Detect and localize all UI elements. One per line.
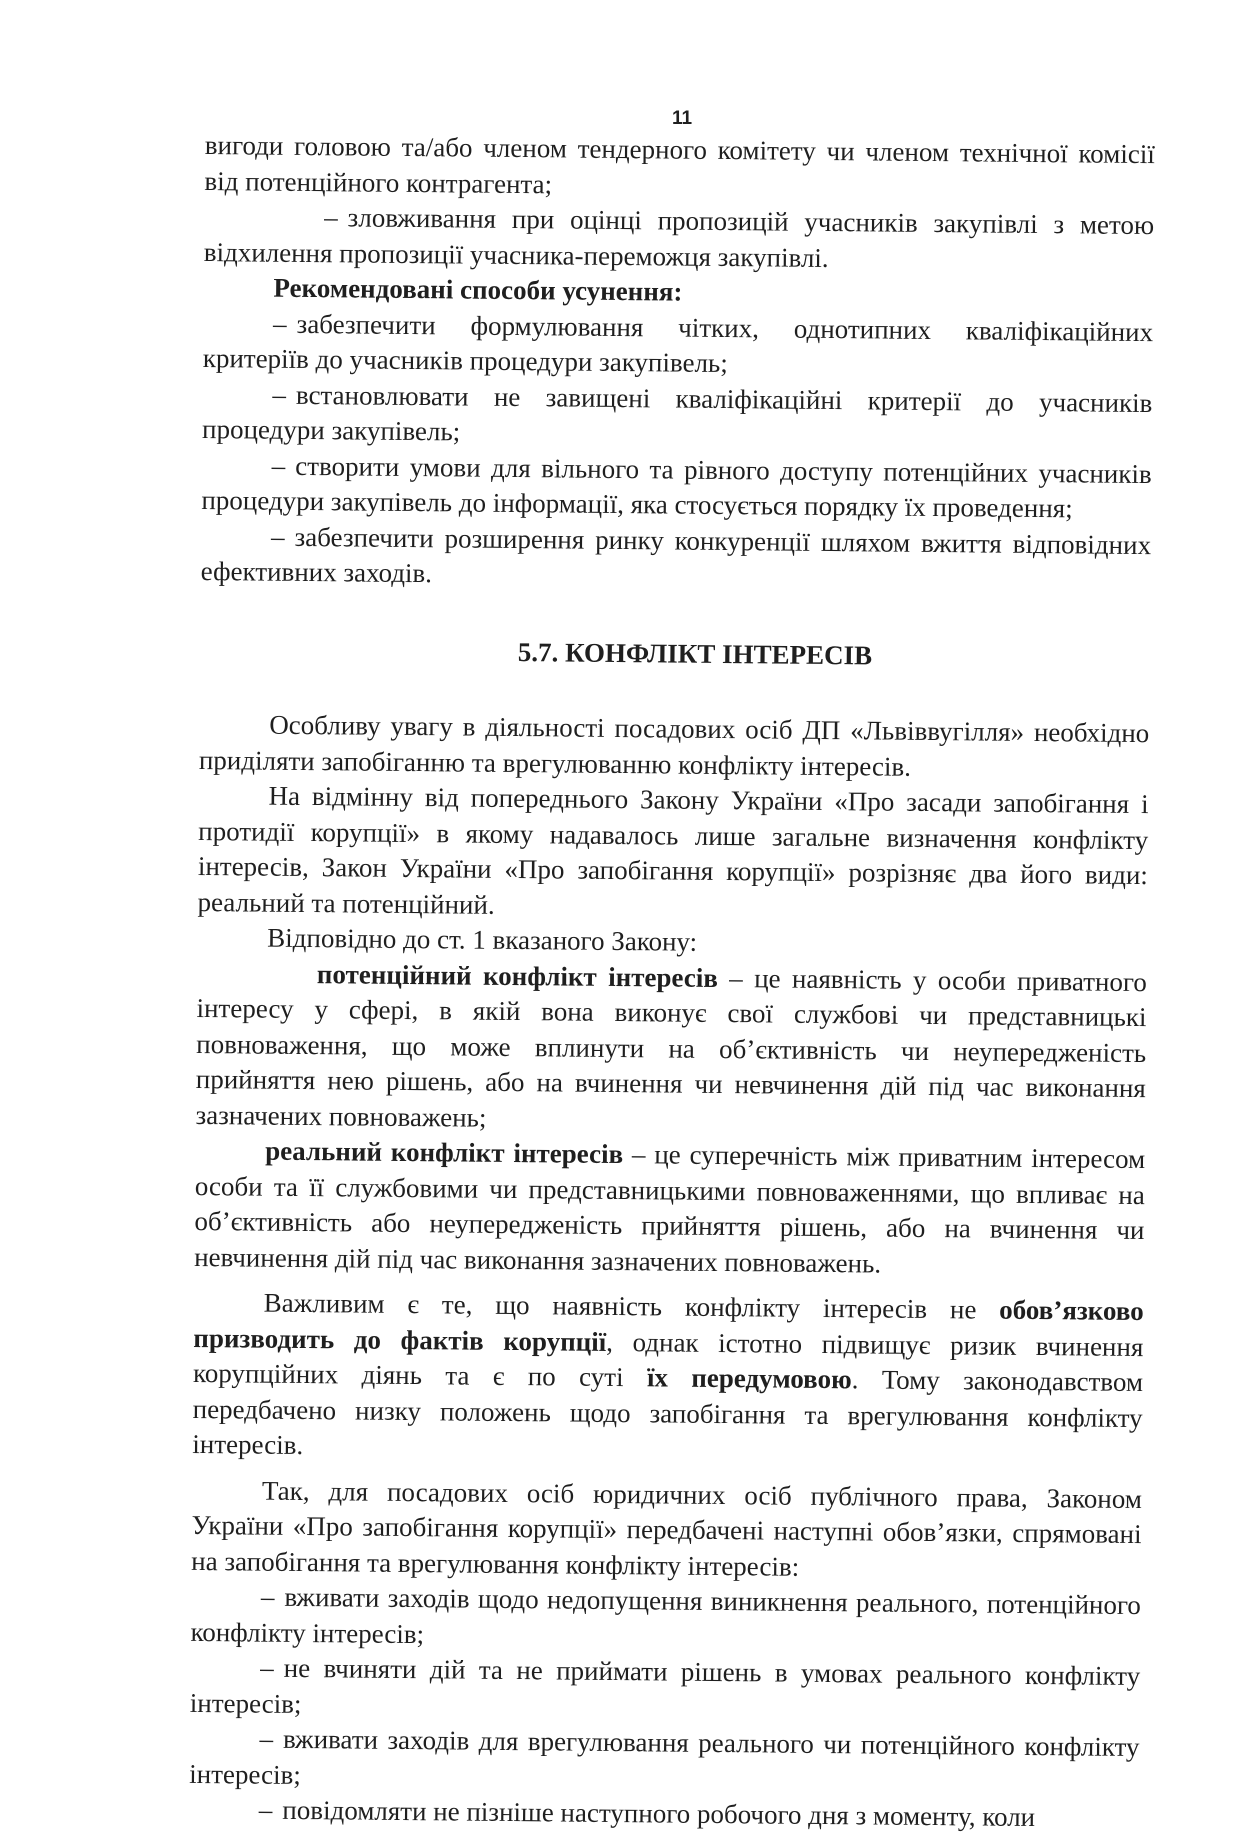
- duty-item: – вживати заходів для врегулювання реального чи потенційного конфлікту інтересів;: [189, 1723, 1140, 1790]
- paragraph: На відмінну від попереднього Закону України «Про засади запобігання і протидії корупції» в якому надавалось лише загальне визначення конфлікту інтересів, Закон України «Про запобігання корупції» розрізняє два його види: реальний та потенційний.: [197, 780, 1149, 920]
- continuation-text: вигоди головою та/або членом тендерного комітету чи членом технічної комісії від потенційного контрагента;: [204, 129, 1155, 199]
- document-body: [189, 128, 1155, 1837]
- duty-item: – не вчиняти дій та не приймати рішень в умовах реального конфлікту інтересів;: [189, 1652, 1141, 1719]
- recommended-item: – забезпечити розширення ринку конкуренції шляхом вжиття відповідних ефективних заходів.: [200, 521, 1152, 589]
- duty-item: – повідомляти не пізніше наступного робочого дня з моменту, коли: [258, 1794, 1036, 1833]
- paragraph: Відповідно до ст. 1 вказаного Закону:: [267, 922, 698, 957]
- page-number: 11: [672, 108, 693, 129]
- term-real: реальний конфлікт інтересів: [265, 1135, 624, 1170]
- paragraph: Так, для посадових осіб юридичних осіб публічного права, Законом України «Про запобігання корупції» передбачені наступні обов’язки, спрямовані на запобігання та врегулювання конфлікту інтересів:: [191, 1475, 1143, 1582]
- recommended-item: – створити умови для вільного та рівного доступу потенційних учасників процедури закупівель до інформації, яка стосується порядку їх проведення;: [201, 450, 1152, 524]
- paragraph: Особливу увагу в діяльності посадових осіб ДП «Львіввугілля» необхідно приділяти запобіганню та врегулюванню конфлікту інтересів.: [198, 709, 1150, 782]
- section-heading: 5.7. КОНФЛІКТ ІНТЕРЕСІВ: [517, 636, 873, 670]
- recommended-title: Рекомендовані способи усунення:: [273, 272, 683, 307]
- recommended-item: – встановлювати не завищені кваліфікаційні критерії до учасників процедури закупівель;: [201, 379, 1153, 447]
- paragraph-important: Важливим є те, що наявність конфлікту інтересів не обов’язково призводить до фактів корупції, однак істотно підвищує ризик вчинення корупційних діянь та є по суті їх передумовою. Тому законодавством передбачено низку положень щодо запобігання та врегулювання конфлікту інтересів.: [192, 1287, 1144, 1461]
- dash-mark: –: [324, 202, 338, 233]
- definition-potential: потенційний конфлікт інтересів – це наявність у особи приватного інтересу у сфері, в якій вона виконує свої службові чи представницькі повноваження, що може вплинути на об’єктивність чи неупередженість прийняття нею рішень, або на вчинення чи невчинення дій під час виконання зазначених повноважень;: [195, 958, 1147, 1133]
- duty-item: – вживати заходів щодо недопущення виникнення реального, потенційного конфлікту інтересів;: [190, 1581, 1142, 1649]
- term-potential: потенційний конфлікт інтересів: [316, 958, 719, 993]
- definition-real: реальний конфлікт інтересів – це суперечність між приватним інтересом особи та її службовими чи представницькими повноваженнями, що впливає на об’єктивність або неупередженість прийняття рішень, або на вчинення чи невчинення дій під час виконання зазначених повноважень.: [194, 1135, 1146, 1279]
- risk-item: – зловживання при оцінці пропозицій учасників закупівлі з метою відхилення пропозиції учасника-переможця закупівлі.: [203, 202, 1155, 273]
- recommended-item: – забезпечити формулювання чітких, однотипних кваліфікаційних критеріїв до учасників процедури закупівель;: [202, 308, 1154, 379]
